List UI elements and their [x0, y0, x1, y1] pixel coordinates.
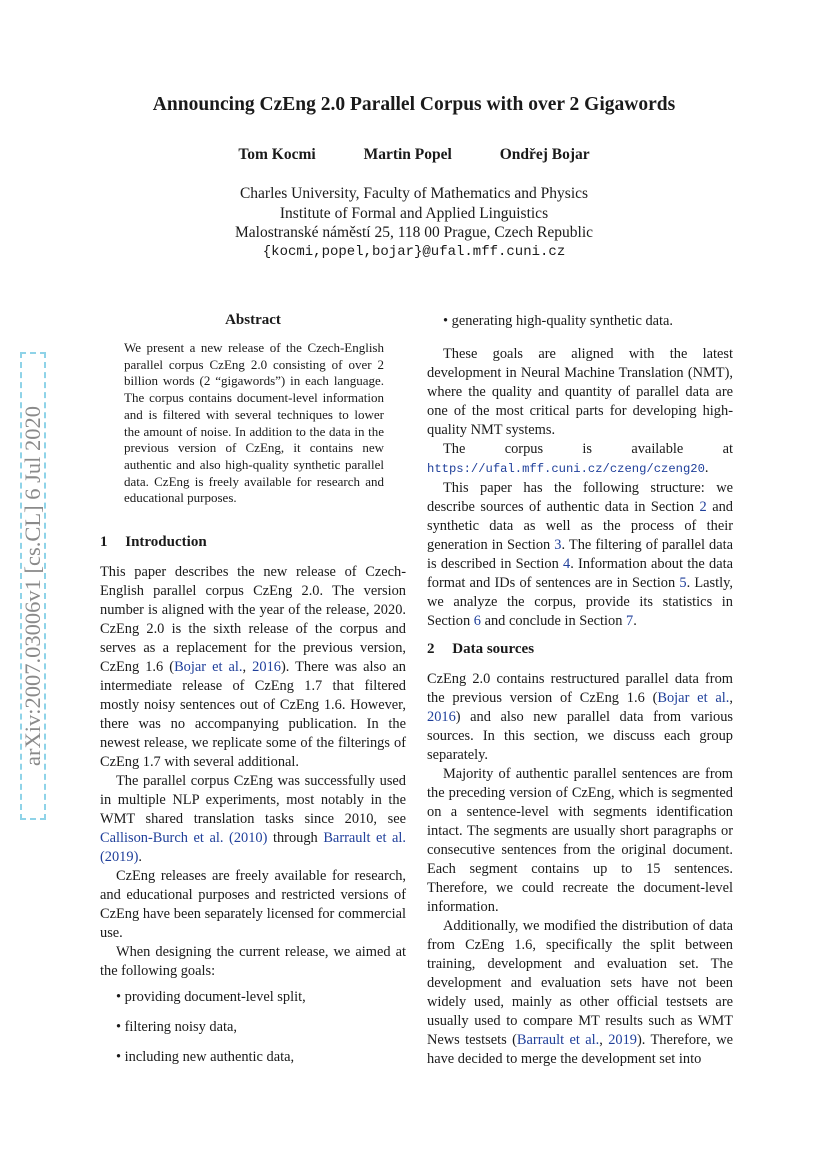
section-heading-data-sources [427, 641, 534, 658]
section-ref-link[interactable]: 5 [679, 575, 687, 591]
arxiv-stamp[interactable]: arXiv:2007.03006v1 [cs.CL] 6 Jul 2020 [20, 406, 45, 766]
section-ref-link[interactable]: 3 [554, 537, 562, 553]
citation-link[interactable]: Callison-Burch et al. (2010) [100, 830, 268, 846]
paragraph: When designing the current release, we aimed at the following goals: [100, 944, 406, 979]
corpus-url-link[interactable]: https://ufal.mff.cuni.cz/czeng/czeng20 [427, 462, 705, 476]
right-column-body: These goals are aligned with the latest development in Neural Machine Translation (NMT), where the quality and quantity of parallel data are one of the most critical parts for developing high-quality NMT systems. The corpus is available at https://ufal.mff.cuni.cz/czeng/czeng20. This paper has the following structure: we describe sources of authentic data in Section 2 and synthetic data as well as the process of their generation in Section 3. The filtering of parallel data is described in Section 4. Information about the data format and IDs of sentences are in Section 5. Lastly, we analyze the corpus, provide its statistics in Section 6 and conclude in Section 7. [427, 346, 733, 629]
author-name: Ondřej Bojar [499, 146, 590, 163]
author-list [0, 146, 828, 164]
citation-link[interactable]: 2016 [252, 659, 281, 675]
paragraph: This paper has the following structure: we describe sources of authentic data in Section 2 and synthetic data as well as the process of their generation in Section 3. The filtering of parallel data is described in Section 4. Information about the data format and IDs of sentences are in Section 5. Lastly, we analyze the corpus, provide its statistics in Section 6 and conclude in Section 7. [427, 480, 733, 629]
paragraph: The parallel corpus CzEng was successfully used in multiple NLP experiments, most notably in the WMT shared translation tasks since 2010, see Callison-Burch et al. (2010) through Barrault et al. (2019). [100, 773, 406, 865]
paper-title: Announcing CzEng 2.0 Parallel Corpus with over 2 Gigawords [152, 94, 676, 115]
section-ref-link[interactable]: 2 [699, 499, 707, 515]
section-heading-introduction [100, 534, 207, 551]
section-ref-link[interactable]: 6 [473, 613, 481, 629]
availability-line: The corpus is available at [443, 441, 733, 457]
paragraph: CzEng releases are freely available for research, and educational purposes and restricted versions of CzEng have been separately licensed for commercial use. [100, 868, 406, 941]
citation-link[interactable]: Bojar et al. [657, 690, 730, 706]
paragraph: Additionally, we modified the distribution of data from CzEng 1.6, specifically the split between training, development and evaluation set. The development and evaluation sets have not been widely used, mainly as other official testsets are usually used to compare MT results such as WMT News testsets (Barrault et al., 2019). Therefore, we have decided to merge the development set into [427, 918, 734, 1067]
section-title: Introduction [125, 534, 207, 550]
left-column-body [100, 563, 406, 981]
abstract-heading: Abstract [225, 312, 281, 328]
citation-link[interactable]: 2019 [608, 1032, 637, 1048]
data-sources-body [427, 670, 733, 1069]
paragraph: CzEng 2.0 contains restructured parallel data from the previous version of CzEng 1.6 (Bojar et al., 2016) and also new parallel data from various sources. In this section, we discuss each group separately. [427, 671, 733, 763]
author-emails: {kocmi,popel,bojar}@ufal.mff.cuni.cz [262, 243, 566, 260]
paragraph: These goals are aligned with the latest development in Neural Machine Translation (NMT), where the quality and quantity of parallel data are one of the most critical parts for developing high-quality NMT systems. [427, 346, 733, 438]
section-number: 1 [100, 534, 108, 550]
citation-link[interactable]: Barrault et al. (2019) [100, 830, 406, 865]
section-number: 2 [427, 641, 435, 657]
affiliation-line: Malostranské náměstí 25, 118 00 Prague, Czech Republic [235, 224, 593, 241]
section-ref-link[interactable]: 4 [563, 556, 571, 572]
section-title: Data sources [452, 641, 535, 657]
list-item: • providing document-level split, [116, 989, 306, 1005]
citation-link[interactable]: 2016 [427, 709, 456, 725]
author-name: Martin Popel [363, 146, 452, 163]
paragraph: Majority of authentic parallel sentences are from the preceding version of CzEng, which is segmented on a sentence-level with segments identification intact. The segments are usually short paragraphs or consecutive sentences from the original document. Each segment contains up to 15 sentences. Therefore, we could recreate the document-level information. [427, 766, 733, 915]
abstract-text: We present a new release of the Czech-English parallel corpus CzEng 2.0 consisting of over 2 billion words (2 “gigawords”) in each language. The corpus contains document-level information and is filtered with several techniques to lower the amount of noise. In addition to the data in the previous version of CzEng, it contains new authentic and also high-quality synthetic parallel data. CzEng is freely available for research and educational purposes. [124, 340, 384, 506]
affiliation-line: Institute of Formal and Applied Linguistics [279, 204, 549, 222]
section-ref-link[interactable]: 7 [626, 613, 634, 629]
affiliation-line: Charles University, Faculty of Mathematics and Physics [239, 185, 589, 202]
citation-link[interactable]: Barrault et al. [516, 1032, 600, 1048]
author-name: Tom Kocmi [238, 146, 316, 163]
list-item: • generating high-quality synthetic data. [443, 313, 674, 329]
list-item: • filtering noisy data, [116, 1019, 237, 1035]
affiliation-block [0, 184, 828, 262]
citation-link[interactable]: Bojar et al. [174, 659, 243, 675]
list-item: • including new authentic data, [116, 1049, 295, 1065]
paragraph: This paper describes the new release of Czech-English parallel corpus CzEng 2.0. The version number is aligned with the year of the release, 2020. CzEng 2.0 is the sixth release of the corpus and serves as a replacement for the previous version, CzEng 1.6 (Bojar et al., 2016). There was also an intermediate release of CzEng 1.7 that filtered mostly noisy sentences out of CzEng 1.6. However, there was no accompanying publication. In the newest release, we replicate some of the filterings of CzEng 1.7 with several additional. [100, 564, 406, 770]
